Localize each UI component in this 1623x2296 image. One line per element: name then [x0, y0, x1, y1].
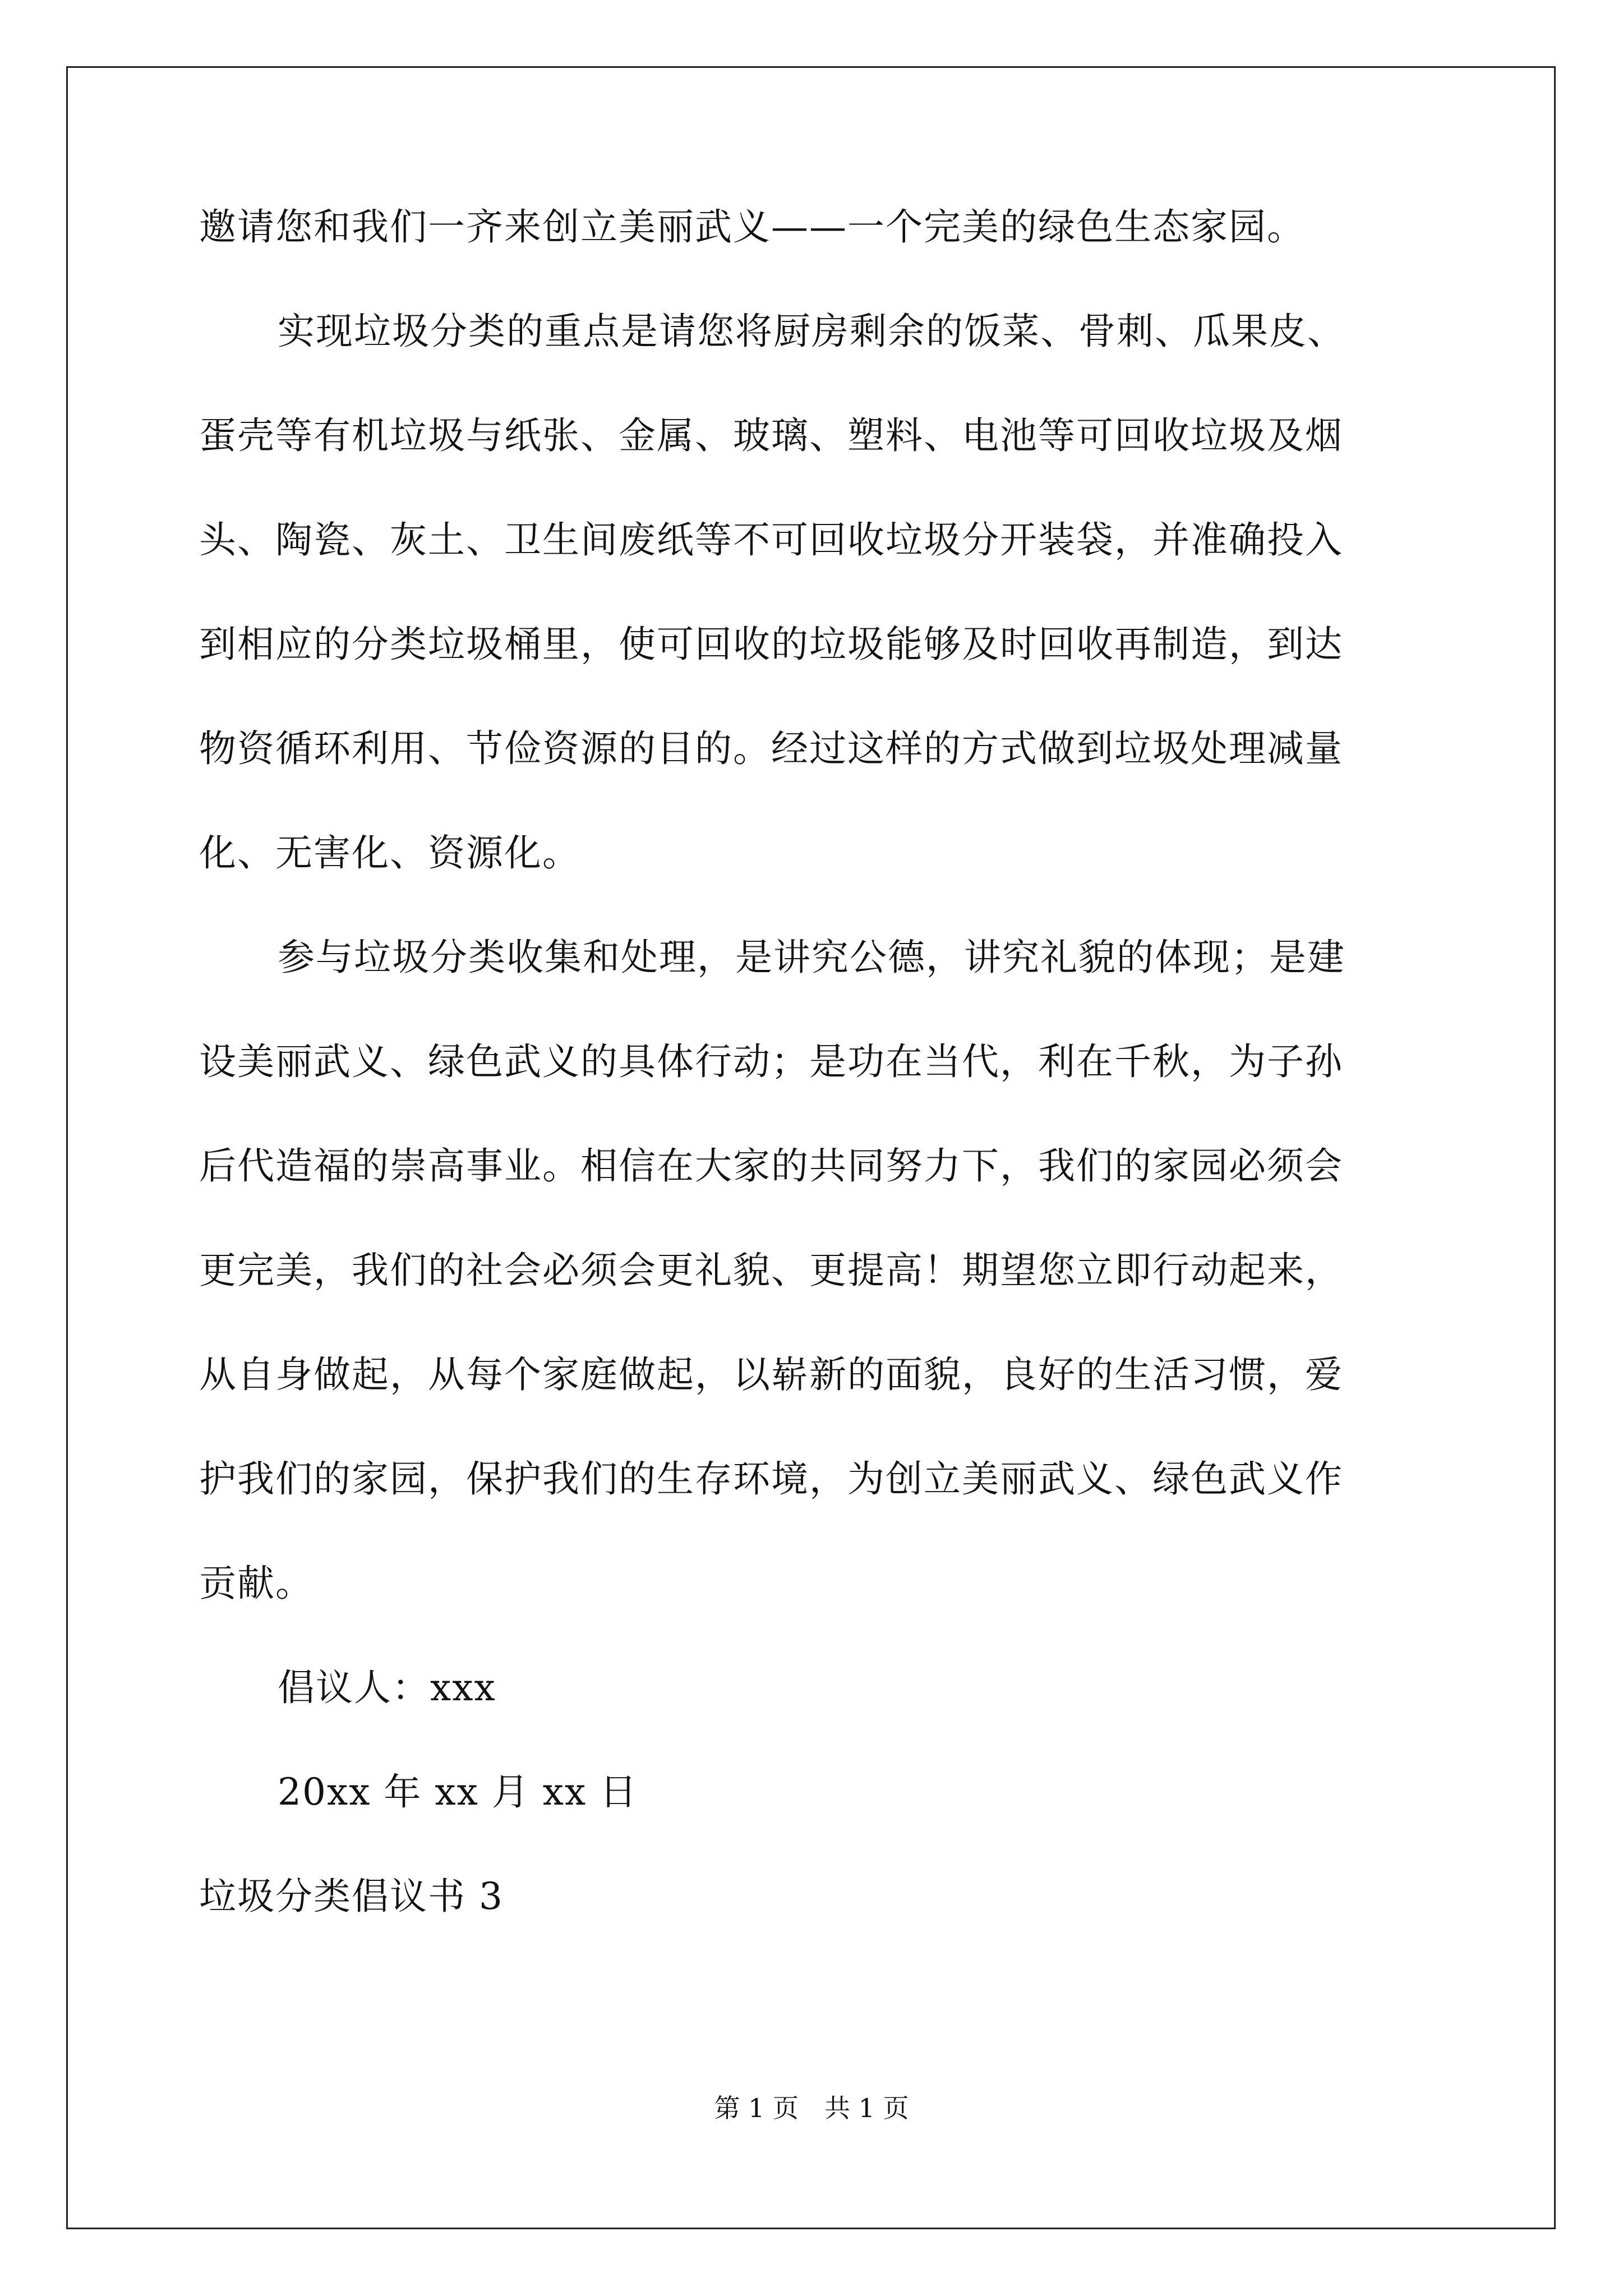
paragraph-line: 护我们的家园，保护我们的生存环境，为创立美丽武义、绿色武义作 [199, 1457, 1343, 1501]
signature-line: 倡议人：xxx [278, 1666, 496, 1709]
paragraph-line: 蛋壳等有机垃圾与纸张、金属、玻璃、塑料、电池等可回收垃圾及烟 [199, 414, 1343, 457]
paragraph-line: 化、无害化、资源化。 [199, 831, 580, 875]
paragraph-line: 邀请您和我们一齐来创立美丽武义——一个完美的绿色生态家园。 [199, 205, 1305, 249]
paragraph-line: 设美丽武义、绿色武义的具体行动；是功在当代，利在千秋，为子孙 [199, 1040, 1343, 1083]
paragraph-line: 实现垃圾分类的重点是请您将厨房剩余的饭菜、骨刺、瓜果皮、 [278, 310, 1345, 353]
paragraph-line: 头、陶瓷、灰土、卫生间废纸等不可回收垃圾分开装袋，并准确投入 [199, 518, 1343, 562]
date-line: 20xx 年 xx 月 xx 日 [278, 1770, 638, 1814]
paragraph-line: 参与垃圾分类收集和处理，是讲究公德，讲究礼貌的体现；是建 [278, 936, 1345, 979]
page-footer: 第 1 页 共 1 页 [714, 2093, 909, 2123]
paragraph-line: 更完美，我们的社会必须会更礼貌、更提高！期望您立即行动起来， [199, 1249, 1343, 1292]
paragraph-line: 后代造福的崇高事业。相信在大家的共同努力下，我们的家园必须会 [199, 1144, 1343, 1188]
paragraph-line: 到相应的分类垃圾桶里，使可回收的垃圾能够及时回收再制造，到达 [199, 623, 1343, 666]
paragraph-line: 贡献。 [199, 1562, 313, 1605]
section-heading: 垃圾分类倡议书 3 [199, 1875, 504, 1918]
paragraph-line: 从自身做起，从每个家庭做起，以崭新的面貌，良好的生活习惯，爱 [199, 1353, 1343, 1396]
paragraph-line: 物资循环利用、节俭资源的目的。经过这样的方式做到垃圾处理减量 [199, 727, 1343, 770]
